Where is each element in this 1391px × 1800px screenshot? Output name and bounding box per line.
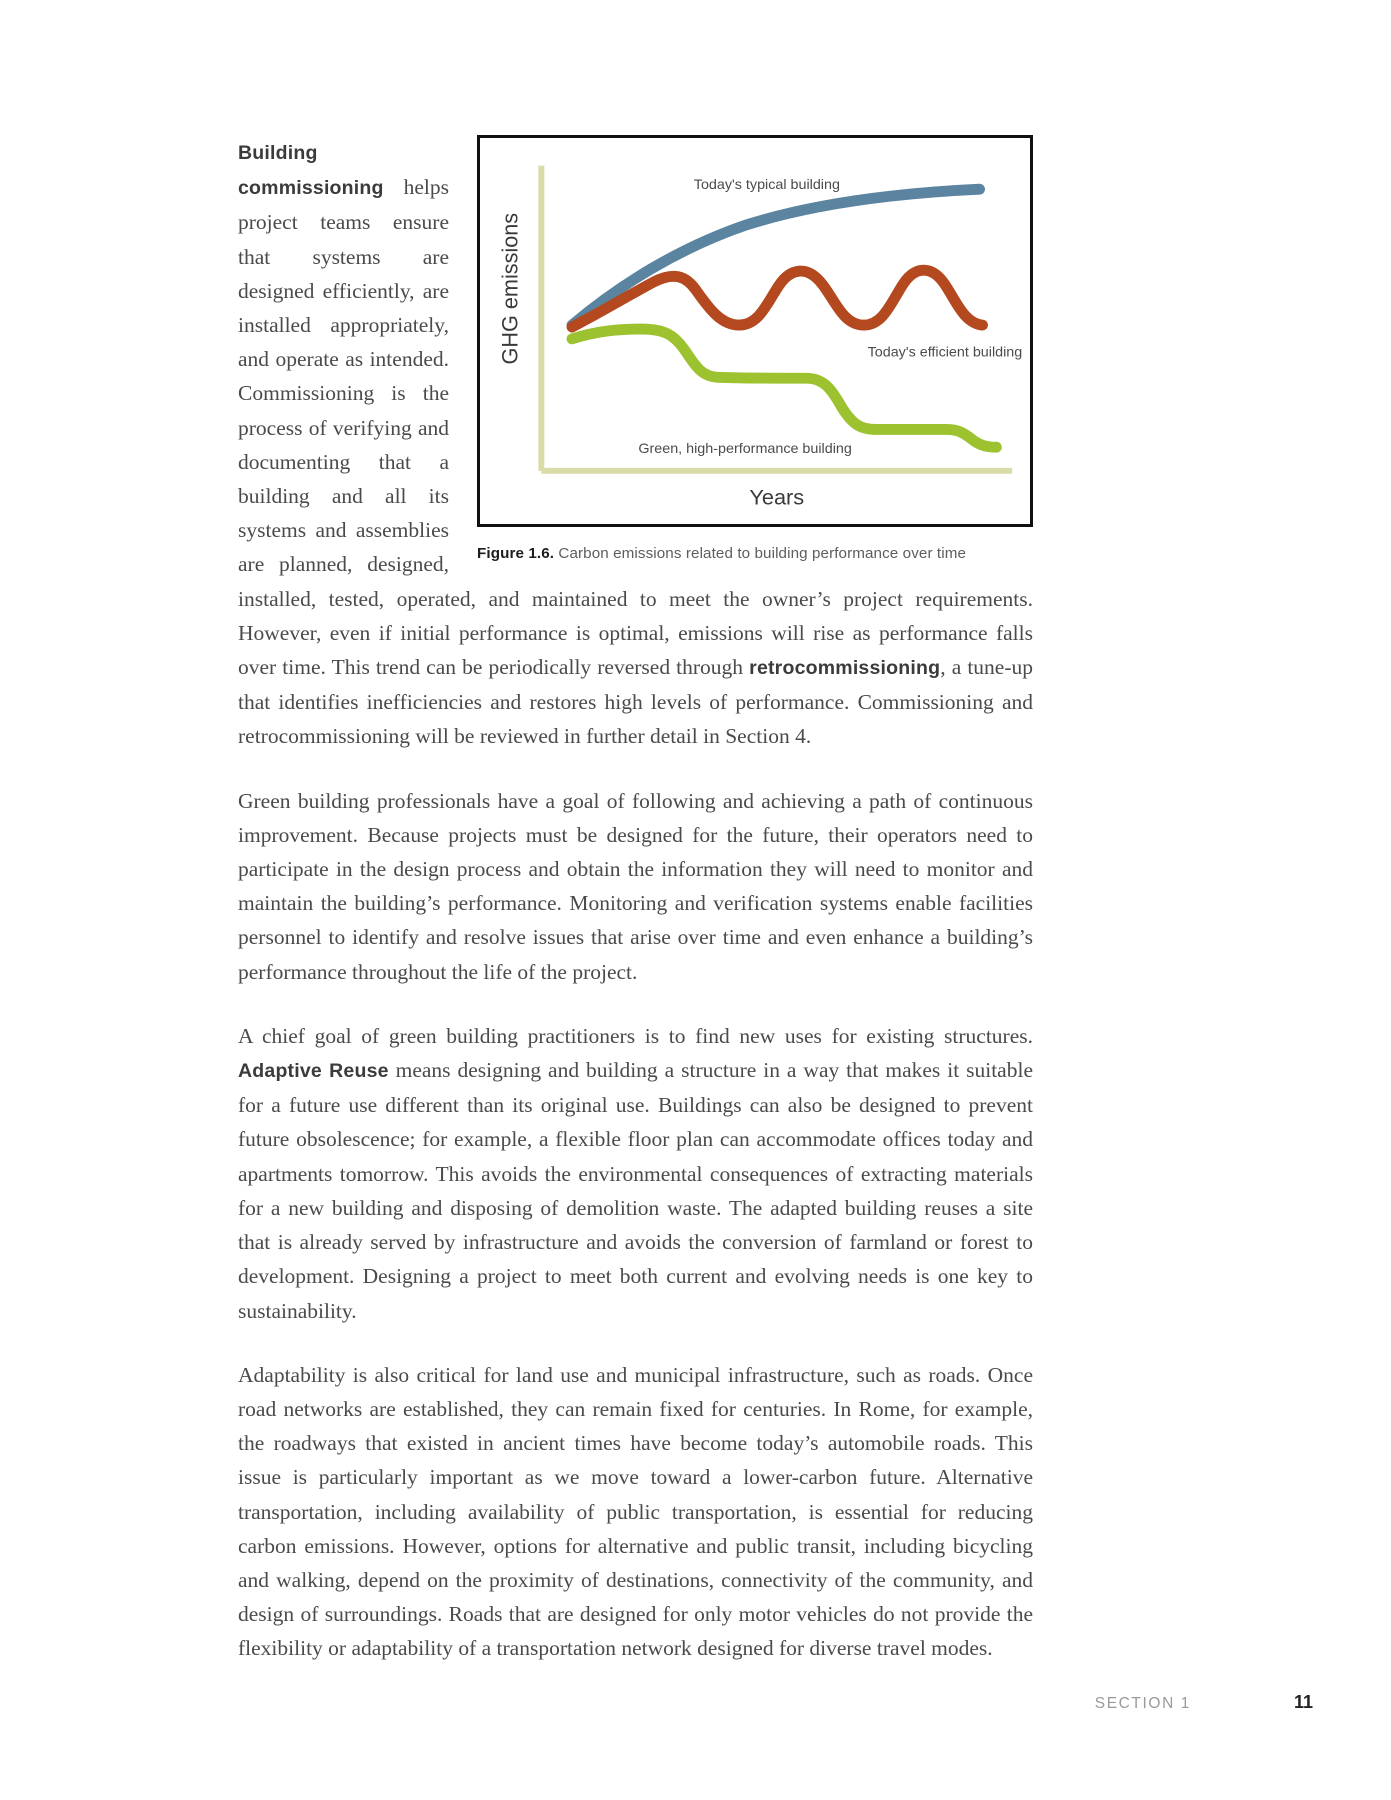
chart-y-axis-label: GHG emissions: [497, 212, 523, 365]
term-retrocommissioning: retrocommissioning: [749, 657, 941, 680]
annotation-efficient-building: Today's efficient building: [867, 344, 1023, 361]
paragraph-adaptive-reuse: [238, 1019, 1033, 1328]
paragraph-adaptive-reuse-lead: A chief goal of green building practitioners is to find new uses for existing structures.: [238, 1023, 1033, 1048]
footer-page-number: 11: [1293, 1692, 1313, 1712]
figure-caption-text: Carbon emissions related to building performance over time: [558, 545, 967, 562]
page-content: [238, 135, 1033, 1666]
term-building-commissioning: Building commissioning: [238, 142, 384, 200]
figure-number: Figure 1.6.: [477, 545, 555, 562]
footer-section-label: SECTION 1: [1094, 1695, 1191, 1712]
chart-x-axis-label: Years: [749, 484, 805, 510]
figure-1-6: [477, 135, 1033, 564]
paragraph-commissioning-part2: , a tune-up that identifies inefficiencies and restores high levels of performance. Commissioning and retrocommissioning will be reviewed in further detail in Section 4.: [238, 655, 1033, 749]
term-adaptive-reuse: Adaptive Reuse: [238, 1060, 389, 1083]
paragraph-adaptability: Adaptability is also critical for land use and municipal infrastructure, such as roads. Once road networks are established, they can remain fixed for centuries. In Rome, for example, the roadways that existed in ancient times have become today’s automobile roads. This issue is particularly important as we move toward a lower-carbon future. Alternative transportation, including availability of public transportation, is essential for reducing carbon emissions. However, options for alternative and public transit, including bicycling and walking, depend on the proximity of destinations, connectivity of the community, and design of surroundings. Roads that are designed for only motor vehicles do not provide the flexibility or adaptability of a transportation network designed for diverse travel modes.: [238, 1362, 1033, 1661]
paragraph-continuous-improvement: Green building professionals have a goal of following and achieving a path of continuous improvement. Because projects must be designed for the future, their operators need to participate in the design process and obtain the information they will need to monitor and maintain the building’s performance. Monitoring and verification systems enable facilities personnel to identify and resolve issues that arise over time and even enhance a building’s performance throughout the life of the project.: [238, 788, 1033, 984]
ghg-emissions-chart: [480, 138, 1030, 524]
paragraph-adaptive-reuse-rest: means designing and building a structure in a way that makes it suitable for a future use different than its original use. Buildings can also be designed to prevent future obsolescence; for example, a flexible floor plan can accommodate offices today and apartments tomorrow. This avoids the environmental consequences of extracting materials for a new building and disposing of demolition waste. The adapted building reuses a site that is already served by infrastructure and avoids the conversion of farmland or forest to development. Designing a project to meet both current and evolving needs is one key to sustainability.: [238, 1058, 1033, 1323]
paragraph-commissioning-part1: helps project teams ensure that systems are designed efficiently, are installed appropriately, and operate as intended. Commissioning is the process of verifying and documenting that a building and all its systems and assemblies are planned, designed, installed, tested, operated, and maintained to meet the owner’s project requirements. However, even if initial performance is optimal, emissions will rise as performance falls over time. This trend can be periodically reversed through: [238, 175, 1033, 680]
series-typical-building: [572, 189, 980, 325]
page-footer: [238, 1692, 1313, 1713]
figure-caption: [477, 544, 1033, 564]
figure-frame: [477, 135, 1033, 527]
annotation-green-building: Green, high-performance building: [638, 441, 852, 458]
annotation-typical-building: Today's typical building: [693, 177, 840, 194]
